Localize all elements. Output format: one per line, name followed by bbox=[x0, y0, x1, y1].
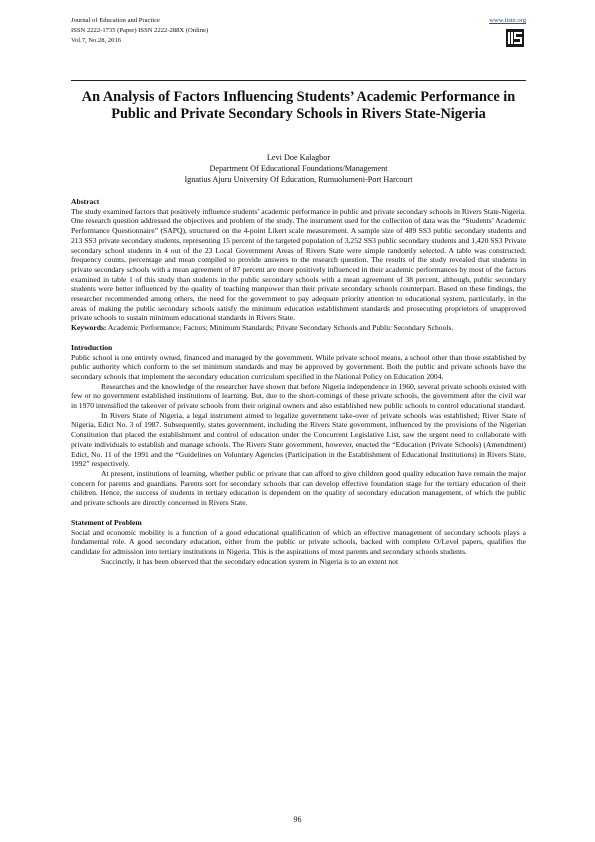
problem-paragraph-1: Social and economic mobility is a function of a good educational qualification of which an effective management of secondary schools plays a fundamental role. A good secondary education, either from the public or private schools, backed with complete O/Level papers, qualifies the candidate for admission into tertiary institutions in Nigeria. This is the aspirations of most parents and secondary schools students. bbox=[71, 527, 526, 556]
section-gap bbox=[71, 333, 526, 343]
author-block bbox=[71, 152, 526, 185]
intro-paragraph-1: Public school is one entirely owned, financed and managed by the government. While private school means, a school other than those established by public authority which conform to the set minimum standards and may be approved by government. Both the public and private schools have the secondary schools that implement the secondary education curriculum specified in the National Policy on Education 2004. bbox=[71, 352, 526, 381]
author-department: Department Of Educational Foundations/Management bbox=[209, 164, 388, 173]
journal-url-link[interactable]: www.iiste.org bbox=[489, 17, 526, 24]
problem-paragraph-2: Succinctly, it has been observed that the secondary education system in Nigeria is to an extent not bbox=[101, 556, 399, 566]
author-name: Levi Doe Kalagbor bbox=[266, 153, 331, 162]
abstract-heading: Abstract bbox=[71, 197, 100, 206]
journal-name: Journal of Education and Practice bbox=[71, 17, 160, 24]
iiste-logo-icon bbox=[506, 29, 524, 47]
author-institution: Ignatius Ajuru University Of Education, Rumuolumeni-Port Harcourt bbox=[184, 175, 413, 184]
intro-paragraph-2: Researches and the knowledge of the researcher have shown that before Nigeria independence in 1960, several private schools existed with few or no government established institutions of learning. But, due to the short-comings of these private schools, the government after the civil war in 1970 intensified the takeover of private schools from their original owners and also established new public schools to control educational standard. bbox=[71, 381, 526, 411]
header-divider bbox=[71, 80, 526, 81]
keywords-label: Keywords: bbox=[71, 323, 107, 333]
abstract-text: The study examined factors that positively influence students’ academic performance in public and private secondary schools in Rivers State-Nigeria. One research question addressed the objectives and problem of the study. The instrument used for the collection of data was the “Students’ Academic Performance Questionnaire” (SAPQ), structured on the 4-point Likert scale measurement. A sample size of 489 SS3 public secondary students and 213 SS3 private secondary students, representing 15 percent of the targeted population of 3,252 SS3 public secondary students and 1,420 SS3 Private secondary school students in 4 out of the 23 Local Government Areas of Rivers State were simple randomly selected. A table was constructed; frequency counts, percentage and mean compiled to provide answers to the research question. The results of the study revealed that students in private secondary schools with a mean agreement of 87 percent are more positively influenced in their academic performances by most of the factors examined in table 1 of this study than students in the public secondary schools with a mean agreement of 38 percent, although, public secondary students were better influenced by the quality of teaching manpower than their private secondary schools counterpart. Based on these findings, the researcher recommended among others, the need for the government to pay adequate priority attention to educational system, particularly, in the areas of making the public secondary schools satisfy the minimum education establishment standards and prosecuting proprietors of unapproved private schools to sustain minimum educational standards in Rivers State. bbox=[71, 206, 526, 323]
keywords-text: Academic Performance; Factors; Minimum Standards; Private Secondary Schools and Public Secondary Schools. bbox=[106, 323, 454, 333]
section-gap bbox=[71, 508, 526, 518]
introduction-heading: Introduction bbox=[71, 342, 113, 352]
intro-paragraph-4: At present, institutions of learning, whether public or private that can afford to give children good quality education have remain the major concern for parents and guardians. Parents sort for secondary schools that can develop effective foundation stage for the tertiary education of their children. Hence, the success of students in tertiary education is dependent on the quality of secondary education management, of which the public and private schools are directly concerned in Rivers State. bbox=[71, 468, 526, 508]
problem-heading: Statement of Problem bbox=[71, 517, 142, 527]
paper-title: An Analysis of Factors Influencing Students’ Academic Performance in Public and Private Secondary Schools in Rivers State-Nigeria bbox=[81, 89, 516, 122]
journal-header bbox=[71, 16, 526, 76]
intro-paragraph-3: In Rivers State of Nigeria, a legal instrument aimed to legalize government take-over of private schools was established; River State of Nigeria, Edict No. 3 of 1987. Subsequently, states government, including the Rivers State government, influenced by the provisions of the Nigerian Constitution that placed the establishment and control of education under the Concurrent Legislative List, saw the urgent need to collaborate with private individuals to establish and manage schools. The Rivers State government, however, enacted the “Education (Private Schools) (Amendment) Edict, No. 11 of the 1991 and the “Guidelines on Voluntary Agencies (Participation in the Establishment of Educational Institutions) in Rivers State, 1992” respectively. bbox=[71, 410, 526, 469]
page-number: 96 bbox=[293, 815, 302, 824]
issn-line: ISSN 2222-1735 (Paper) ISSN 2222-288X (Online) bbox=[71, 27, 209, 34]
keywords-line bbox=[71, 323, 526, 333]
paper-body bbox=[71, 197, 526, 566]
volume-line: Vol.7, No.28, 2016 bbox=[71, 37, 122, 44]
